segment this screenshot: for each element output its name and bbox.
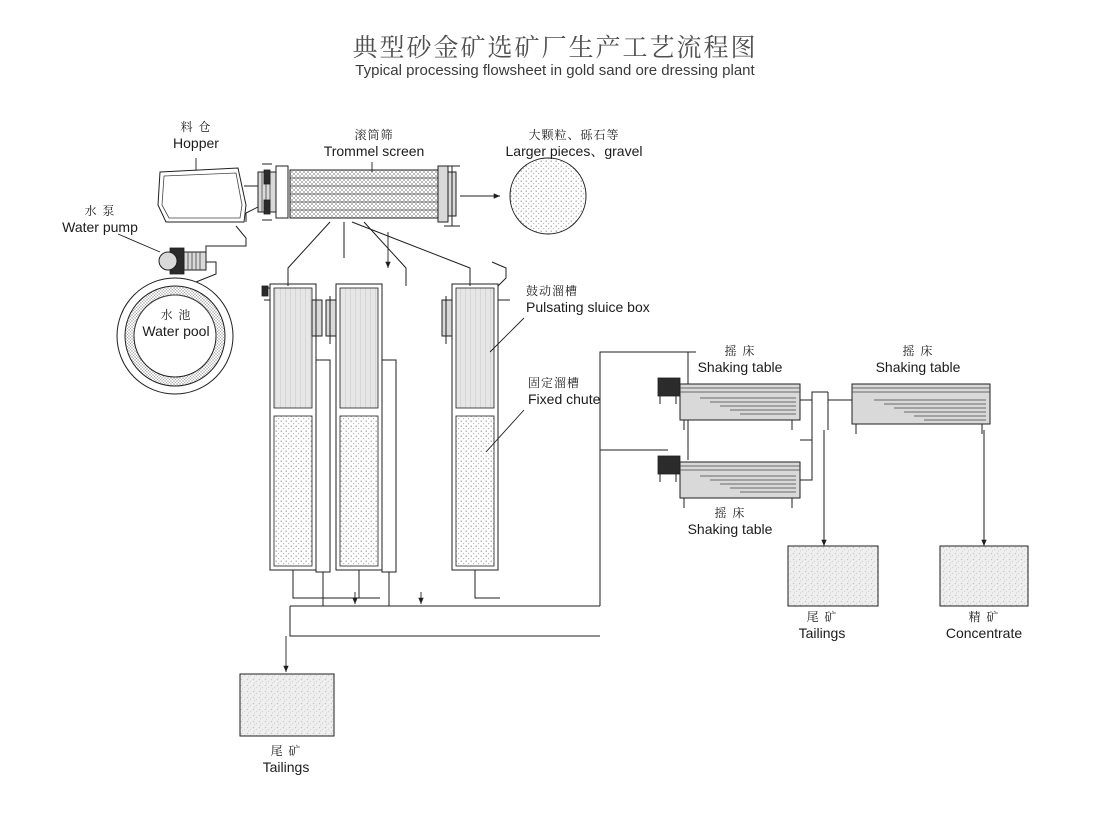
label-hopper [173,120,219,153]
label-trommel-cn: 滚筒筛 [354,128,394,142]
label-trommel [324,128,425,161]
larger-pieces-shape [510,158,586,234]
pulsating-sluice-box-2 [326,284,396,572]
label-shaking-table-bottom [688,506,773,539]
concentrate-box [940,546,1028,606]
shaking-table-top-right [828,384,990,546]
label-water-pool-en: Water pool [142,323,210,339]
label-fixed-chute [528,376,600,409]
label-larger-pieces-en: Larger pieces、gravel [505,143,643,159]
label-larger-pieces [506,128,643,161]
shaking-table-bottom [658,440,812,508]
label-tailings-right [799,610,846,643]
label-water-pool [142,308,209,341]
label-hopper-en: Hopper [173,135,219,151]
label-water-pump-en: Water pump [62,219,138,235]
tailings-box-right [788,546,878,606]
diagram-title-en: Typical processing flowsheet in gold sand ore dressing plant [355,62,755,79]
label-water-pump [62,204,138,237]
label-pulsating-sluice-box-cn: 鼓动溜槽 [526,284,579,298]
label-fixed-chute-cn: 固定溜槽 [528,376,581,390]
label-water-pool-cn: 水 池 [160,308,192,322]
label-tailings-right-cn: 尾 矿 [806,610,838,624]
label-fixed-chute-en: Fixed chute [528,391,601,407]
label-concentrate-en: Concentrate [945,625,1023,641]
label-tailings-left-cn: 尾 矿 [270,744,302,758]
label-pulsating-sluice-box [526,284,650,317]
label-shaking-table-top-left [698,344,783,377]
label-hopper-cn: 料 仓 [180,120,212,134]
label-water-pump-cn: 水 泵 [84,204,116,218]
distribution-lines [288,222,470,286]
label-shaking-table-top-left-cn: 摇 床 [724,344,756,358]
label-shaking-table-bottom-en: Shaking table [687,521,773,537]
pulsating-sluice-box-1 [262,284,330,572]
trommel-screen-shape [262,164,500,226]
diagram-title-cn: 典型砂金矿选矿厂生产工艺流程图 [352,33,758,62]
label-trommel-en: Trommel screen [323,143,425,159]
label-concentrate-cn: 精 矿 [968,610,1000,624]
label-shaking-table-top-right-en: Shaking table [875,359,961,375]
label-tailings-left [263,744,310,777]
label-pulsating-sluice-box-en: Pulsating sluice box [526,299,650,315]
label-shaking-table-top-right-cn: 摇 床 [902,344,934,358]
label-shaking-table-top-right [876,344,961,377]
label-shaking-table-top-left-en: Shaking table [697,359,783,375]
label-tailings-right-en: Tailings [798,625,846,641]
pulsating-sluice-box-3 [442,262,510,570]
label-shaking-table-bottom-cn: 摇 床 [714,506,746,520]
label-concentrate [946,610,1022,643]
label-tailings-left-en: Tailings [262,759,310,775]
tailings-box-left [240,674,334,736]
label-larger-pieces-cn: 大颗粒、砾石等 [528,128,620,142]
